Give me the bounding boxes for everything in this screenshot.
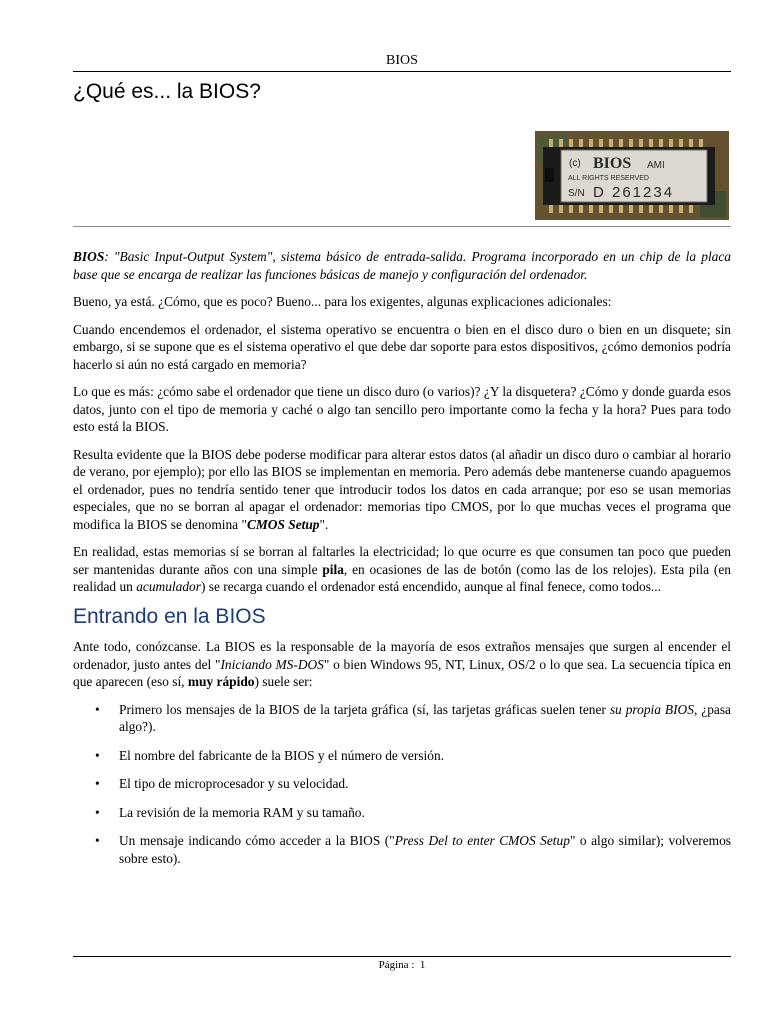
list-item-text: El tipo de microprocesador y su velocidad.	[119, 776, 349, 791]
list-item	[73, 832, 731, 867]
main-content	[73, 248, 731, 878]
list-item-text: El nombre del fabricante de la BIOS y el número de versión.	[119, 747, 444, 763]
svg-text:ALL RIGHTS RESERVED: ALL RIGHTS RESERVED	[568, 175, 649, 182]
paragraph-5-text: En realidad, estas memorias sí se borran al faltarles la electricidad; lo que ocurre es que consumen tan poco que pueden ser mantenidas durante años con una simple	[73, 544, 731, 577]
intro-paragraph	[73, 248, 731, 283]
paragraph-5-text-2: , en ocasiones de las de botón (como las de los relojes). Esta pila (en realidad un	[73, 561, 731, 594]
page-number: 1	[419, 959, 426, 971]
boot-sequence-list	[73, 701, 731, 868]
paragraph-5	[73, 543, 731, 596]
pila-term: pila	[322, 561, 344, 577]
list-item-text: Un mensaje indicando cómo acceder a la BIOS ("	[119, 833, 395, 848]
list-item	[73, 804, 731, 822]
section-paragraph-end: ) suele ser:	[254, 674, 313, 689]
svg-text:D 261234: D 261234	[593, 184, 675, 201]
bullet-icon: •	[95, 833, 100, 848]
paragraph-1: Bueno, ya está. ¿Cómo, que es poco? Bueno... para los exigentes, algunas explicaciones adicionales:	[73, 294, 612, 309]
acumulador-term: acumulador	[136, 579, 201, 594]
svg-text:S/N: S/N	[568, 188, 585, 199]
iniciando-msdos-term: Iniciando MS-DOS	[220, 656, 324, 672]
list-item-text-end: " o algo similar); volveremos sobre esto).	[119, 833, 731, 866]
cmos-setup-term: CMOS Setup	[246, 516, 320, 532]
intro-term: BIOS	[73, 249, 105, 264]
list-item	[73, 747, 731, 765]
section-paragraph-text-2: " o bien Windows 95, NT, Linux, OS/2 o lo que sea. La secuencia típica en que aparecen (eso sí,	[73, 656, 731, 689]
page-header	[73, 53, 731, 69]
list-item-emphasis: su propia BIOS	[609, 701, 694, 717]
bullet-icon: •	[95, 804, 100, 820]
section-heading: Entrando en la BIOS	[73, 604, 266, 628]
bullet-icon: •	[95, 776, 100, 791]
paragraph-4-end: ".	[319, 516, 329, 532]
bios-chip-photo	[535, 131, 729, 220]
title-rule	[73, 226, 731, 227]
paragraph-4-text: Resulta evidente que la BIOS debe poderse modificar para alterar estos datos (al añadir un disco duro o cambiar al horario de verano, por ejemplo); por ello las BIOS se implementan en memoria. Pero además debe mantenerse cuando apaguemos el ordenador, pues no tendría sentido tener que introducir todos los datos en cada arranque; por eso se usan memorias especiales, que no se borran al apagar el ordenador: memorias tipo CMOS, por lo que muchas veces el programa que modifica la BIOS se denomina "	[73, 446, 731, 532]
section-paragraph	[73, 638, 731, 691]
list-item-text-end: , ¿pasa algo?).	[119, 701, 731, 734]
paragraph-5-end: ) se recarga cuando el ordenador está encendido, aunque al final fenece, como todos...	[200, 579, 661, 594]
header-rule	[73, 71, 731, 72]
page-label: Página :	[378, 959, 415, 971]
page-footer	[73, 959, 731, 971]
svg-text:BIOS: BIOS	[593, 155, 632, 172]
list-item-text: Primero los mensajes de la BIOS de la tarjeta gráfica (sí, las tarjetas gráficas suelen tener	[119, 701, 610, 717]
intro-definition: : "Basic Input-Output System", sistema básico de entrada-salida. Programa incorporado en un chip de la placa base que se encarga de realizar las funciones básicas de manejo y configuración del ordenador.	[73, 249, 731, 282]
document-title: ¿Qué es... la BIOS?	[73, 80, 261, 103]
svg-text:(c): (c)	[569, 158, 581, 169]
bullet-icon: •	[95, 701, 100, 717]
svg-text:AMI: AMI	[647, 160, 665, 171]
list-item	[73, 775, 731, 793]
paragraph-3: Lo que es más: ¿cómo sabe el ordenador que tiene un disco duro (o varios)? ¿Y la disquetera? ¿Cómo y donde guarda esos datos, junto con el tipo de memoria y caché o algo tan sencillo pero importante como la fecha y la hora? Pues para todo esto está la BIOS.	[73, 384, 731, 434]
list-item-emphasis: Press Del to enter CMOS Setup	[394, 833, 570, 848]
header-title: BIOS	[386, 53, 418, 68]
document-page	[73, 0, 731, 1024]
section-paragraph-text: Ante todo, conózcanse. La BIOS es la responsable de la mayoría de esos extraños mensajes que surgen al encender el ordenador, justo antes del "	[73, 639, 731, 672]
list-item-text: La revisión de la memoria RAM y su tamaño.	[119, 804, 365, 820]
footer-rule	[73, 956, 731, 957]
muy-rapido-term: muy rápido	[187, 674, 255, 689]
paragraph-4	[73, 446, 731, 534]
paragraph-2: Cuando encendemos el ordenador, el sistema operativo se encuentra o bien en el disco duro o bien en un disquete; sin embargo, si se supone que es el sistema operativo el que debe dar soporte para estos dispositivos, ¿cómo demonios podría hacerlo si aún no está cargado en memoria?	[73, 321, 731, 372]
bullet-icon: •	[95, 747, 100, 763]
list-item	[73, 701, 731, 736]
